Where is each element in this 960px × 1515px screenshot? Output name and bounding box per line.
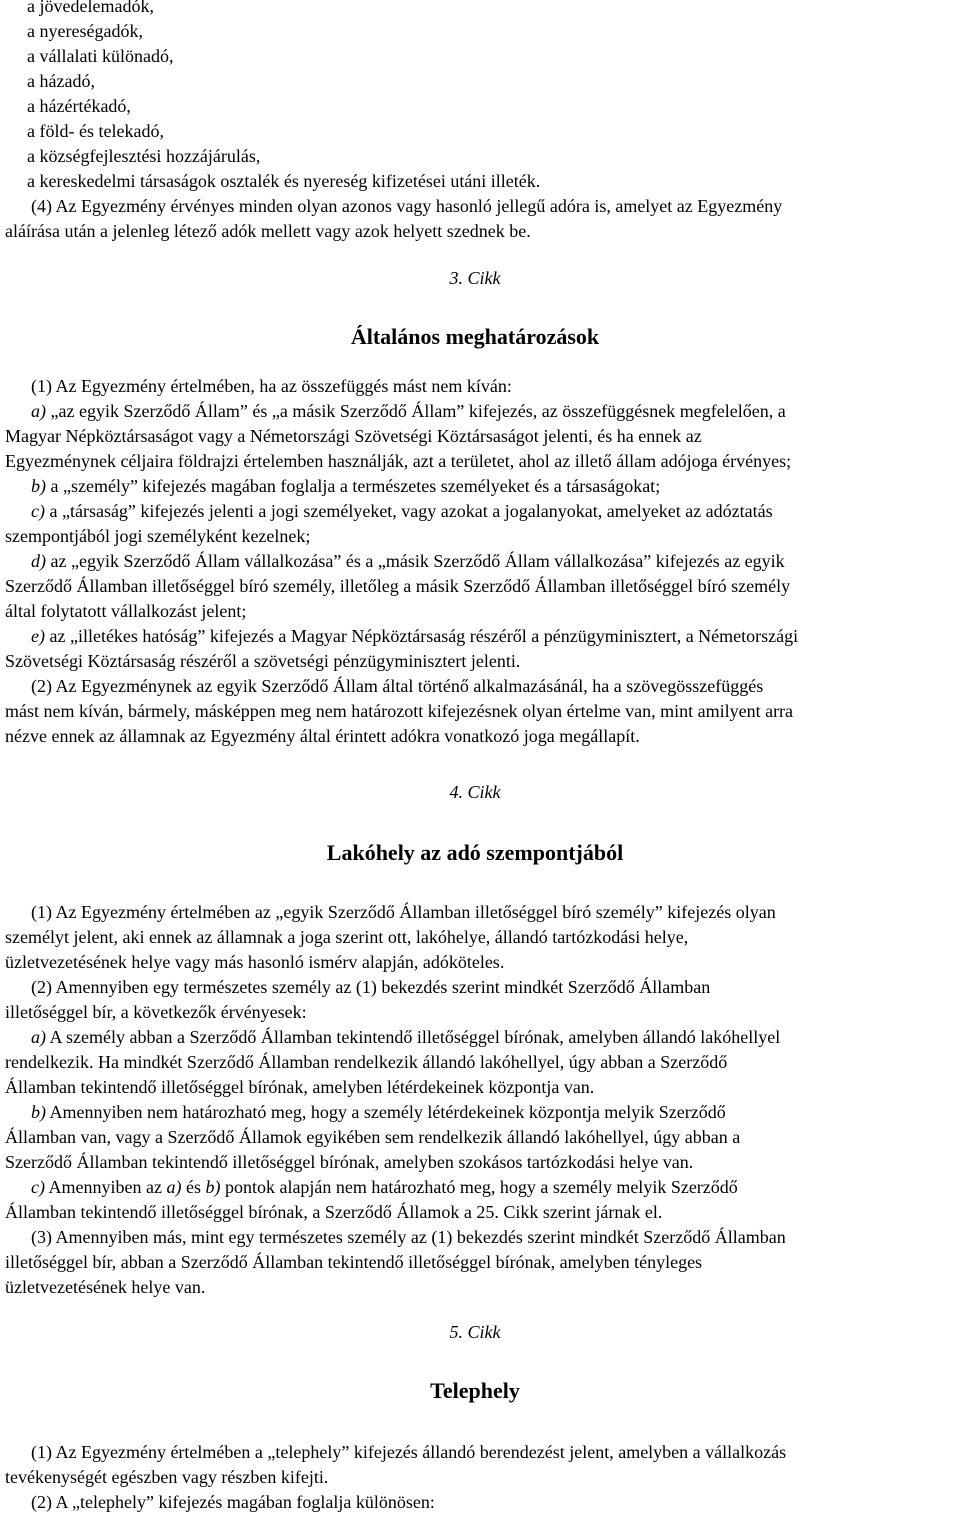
point-label: c): [31, 501, 45, 521]
article-number: 3. Cikk: [449, 268, 501, 288]
point-label: a): [31, 1027, 46, 1047]
list-item: a nyereségadók,: [27, 21, 143, 41]
paragraph-text: a „személy” kifejezés magában foglalja a természetes személyeket és a társaságokat;: [46, 476, 661, 496]
point-label: c): [31, 1177, 45, 1197]
paragraph-line: (2) Az Egyezménynek az egyik Szerződő Állam által történő alkalmazásánál, ha a szövegösszefüggés: [31, 676, 764, 696]
article-title: Általános meghatározások: [350, 324, 600, 349]
paragraph-line: Államban van, vagy a Szerződő Államok egyikében sem rendelkezik állandó lakóhellyel, úgy abban a: [5, 1127, 741, 1147]
article-title: Telephely: [430, 1378, 520, 1403]
article-4-body: [5, 900, 786, 1300]
point-reference: a): [166, 1177, 182, 1197]
point-reference: b): [205, 1177, 221, 1197]
paragraph-text: Amennyiben az: [44, 1177, 167, 1197]
paragraph-line: Államban tekintendő illetőséggel bírónak, a Szerződő Államok a 25. Cikk szerint járnak el.: [5, 1202, 663, 1222]
point-label: e): [31, 626, 45, 646]
paragraph-2-4: [5, 194, 782, 244]
paragraph-line: szempontjából jogi személyként kezelnek;: [5, 526, 311, 546]
paragraph-line: [5, 624, 798, 649]
point-label: a): [31, 401, 46, 421]
point-label: b): [31, 1102, 46, 1122]
paragraph-line: (3) Amennyiben más, mint egy természetes személy az (1) bekezdés szerint mindkét Szerződő Államban: [31, 1227, 786, 1247]
list-item: a házadó,: [27, 71, 95, 91]
paragraph-line: tevékenységét egészben vagy részben kifejti.: [5, 1467, 329, 1487]
point-label: b): [31, 476, 46, 496]
paragraph-line: mást nem kíván, bármely, másképpen meg nem határozott kifejezésnek olyan értelme van, mint amilyent arra: [5, 701, 794, 721]
paragraph-text: „az egyik Szerződő Állam” és „a másik Szerződő Állam” kifejezés, az összefüggésnek megfelelően, a: [46, 401, 786, 421]
paragraph-line: üzletvezetésének helye vagy más hasonló ismérv alapján, adóköteles.: [5, 952, 505, 972]
paragraph-line: személyt jelent, aki ennek az államnak a joga szerint ott, lakóhelye, állandó tartózkodási helye,: [5, 927, 689, 947]
paragraph-text: A személy abban a Szerződő Államban tekintendő illetőséggel bírónak, amelyben állandó lakóhellyel: [46, 1027, 781, 1047]
list-item: a házértékadó,: [27, 96, 131, 116]
paragraph-line: üzletvezetésének helye van.: [5, 1277, 206, 1297]
article-number: 5. Cikk: [449, 1322, 501, 1342]
paragraph-text: az „egyik Szerződő Állam vállalkozása” és a „másik Szerződő Állam vállalkozása” kifejezés az egyik: [46, 551, 785, 571]
list-item: a községfejlesztési hozzájárulás,: [27, 146, 261, 166]
paragraph-line: [5, 1175, 786, 1200]
tax-list: [27, 0, 540, 194]
paragraph-line: rendelkezik. Ha mindkét Szerződő Államban rendelkezik állandó lakóhellyel, úgy abban a Szerződő: [5, 1052, 728, 1072]
paragraph-line: aláírása után a jelenleg létező adók mellett vagy azok helyett szednek be.: [5, 221, 531, 241]
paragraph-line: (2) A „telephely” kifejezés magában foglalja különösen:: [31, 1492, 435, 1512]
paragraph-line: [5, 499, 798, 524]
paragraph-line: [5, 1025, 786, 1050]
paragraph-line: [5, 399, 798, 424]
paragraph-line: Államban tekintendő illetőséggel bírónak, amelyben létérdekeinek központja van.: [5, 1077, 595, 1097]
article-title: Lakóhely az adó szempontjából: [326, 840, 624, 865]
paragraph-text: Amennyiben nem határozható meg, hogy a személy létérdekeinek központja melyik Szerződő: [46, 1102, 726, 1122]
paragraph-line: [5, 549, 798, 574]
list-item: a jövedelemadók,: [27, 0, 154, 16]
paragraph-line: nézve ennek az államnak az Egyezmény által érintett adókra vonatkozó joga megállapít.: [5, 726, 640, 746]
paragraph-text: a „társaság” kifejezés jelenti a jogi személyeket, vagy azokat a jogalanyokat, amelyeket az adóztatás: [44, 501, 773, 521]
paragraph-line: Egyezménynek céljaira földrajzi értelemben használják, azt a területet, ahol az illető állam adójoga érvényes;: [5, 451, 792, 471]
paragraph-text: pontok alapján nem határozható meg, hogy a személy melyik Szerződő: [220, 1177, 738, 1197]
paragraph-line: (4) Az Egyezmény érvényes minden olyan azonos vagy hasonló jellegű adóra is, amelyet az Egyezmény: [31, 196, 783, 216]
paragraph-line: [5, 474, 798, 499]
article-3-body: [5, 374, 798, 749]
article-5-body: [5, 1440, 786, 1515]
paragraph-line: illetőséggel bír, abban a Szerződő Államban tekintendő illetőséggel bírónak, amelyben tényleges: [5, 1252, 703, 1272]
paragraph-line: illetőséggel bír, a következők érvényesek:: [5, 1002, 307, 1022]
paragraph-text: az „illetékes hatóság” kifejezés a Magyar Népköztársaság részéről a pénzügyminisztert, a Németországi: [44, 626, 799, 646]
paragraph-line: Szövetségi Köztársaság részéről a szövetségi pénzügyminisztert jelenti.: [5, 651, 521, 671]
paragraph-line: (2) Amennyiben egy természetes személy az (1) bekezdés szerint mindkét Szerződő Államban: [31, 977, 711, 997]
paragraph-line: Magyar Népköztársaságot vagy a Németországi Szövetségi Köztársaságot jelenti, és ha ennek az: [5, 426, 702, 446]
paragraph-line: Szerződő Államban tekintendő illetőséggel bírónak, amelyben szokásos tartózkodási helye van.: [5, 1152, 694, 1172]
paragraph-line: Szerződő Államban illetőséggel bíró személy, illetőleg a másik Szerződő Államban illetőséggel bíró személy: [5, 576, 791, 596]
list-item: a kereskedelmi társaságok osztalék és nyereség kifizetései utáni illeték.: [27, 171, 541, 191]
paragraph-line: (1) Az Egyezmény értelmében az „egyik Szerződő Államban illetőséggel bíró személy” kifejezés olyan: [31, 902, 776, 922]
point-label: d): [31, 551, 46, 571]
list-item: a vállalati különadó,: [27, 46, 174, 66]
article-number: 4. Cikk: [449, 782, 501, 802]
paragraph-line: által folytatott vállalkozást jelent;: [5, 601, 247, 621]
paragraph-text: és: [181, 1177, 206, 1197]
paragraph-line: [5, 1100, 786, 1125]
paragraph-line: (1) Az Egyezmény értelmében a „telephely” kifejezés állandó berendezést jelent, amelyben a vállalkozás: [31, 1442, 787, 1462]
paragraph-line: (1) Az Egyezmény értelmében, ha az összefüggés mást nem kíván:: [31, 376, 512, 396]
list-item: a föld- és telekadó,: [27, 121, 164, 141]
